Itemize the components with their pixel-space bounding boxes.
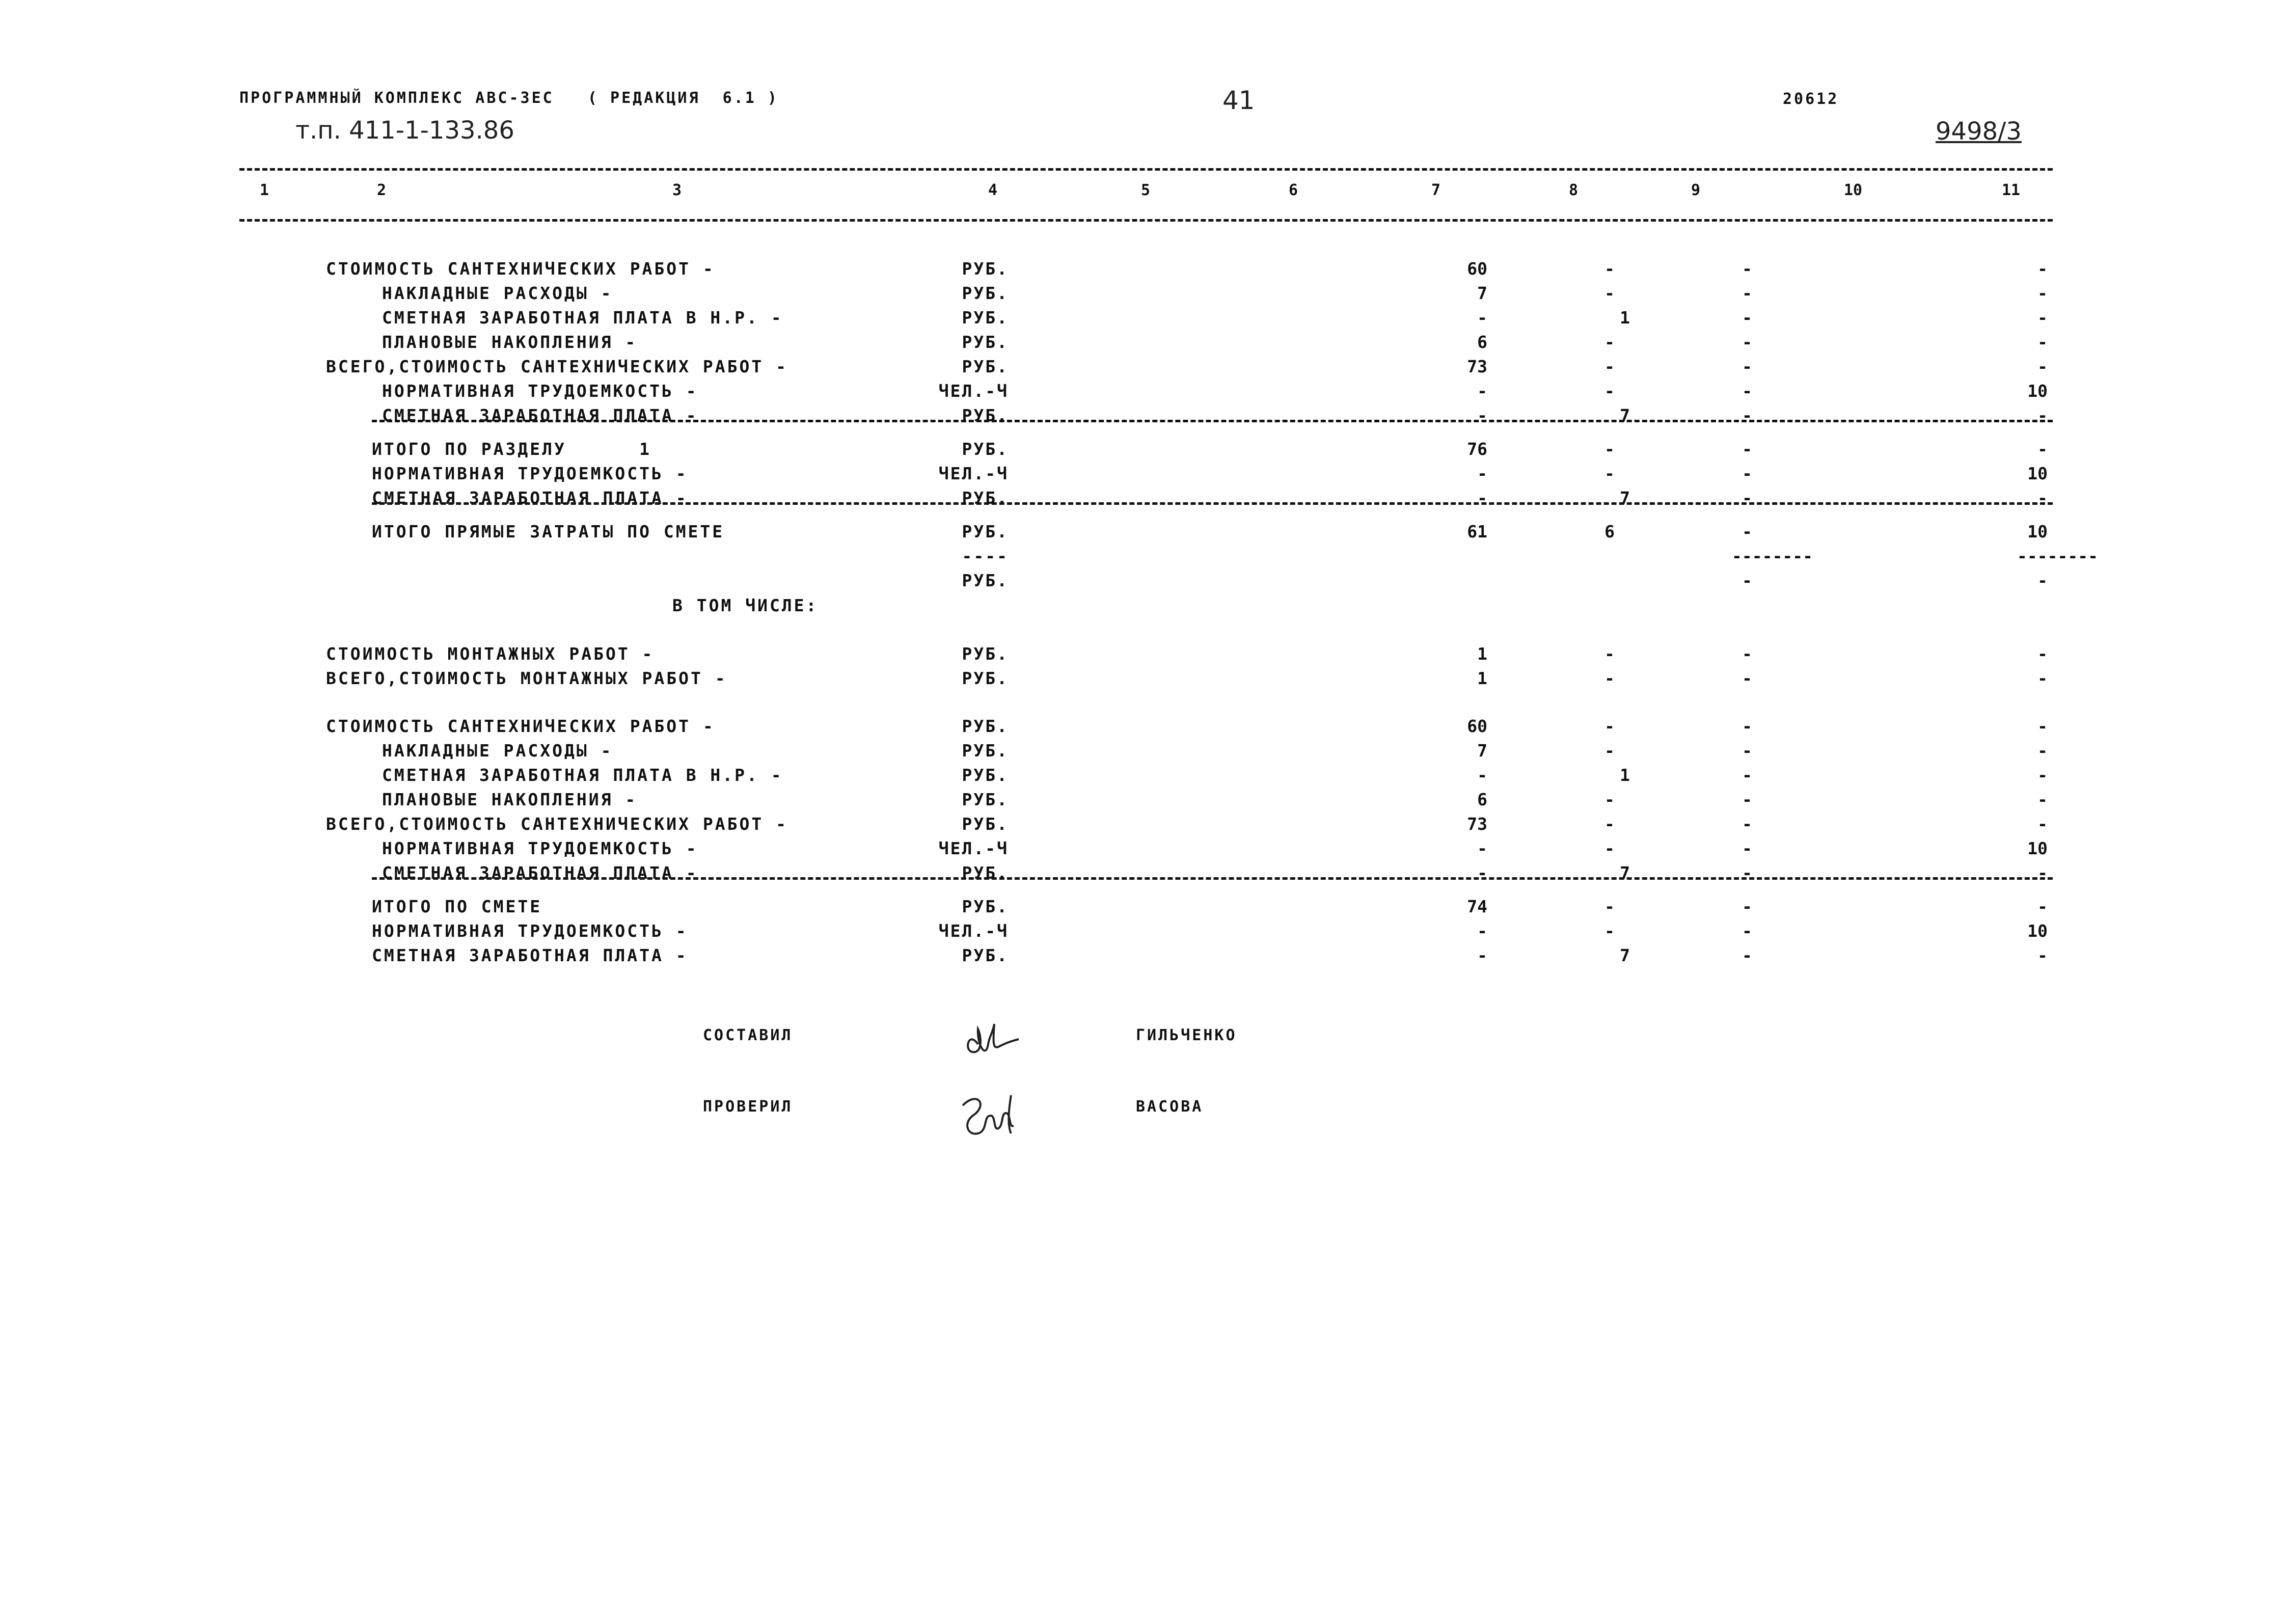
cell-c10: - — [1742, 668, 1752, 688]
cell-c10: - — [1742, 308, 1752, 328]
cell-c7: - — [1477, 838, 1487, 858]
row-unit: РУБ. — [962, 814, 1009, 834]
row-unit: ЧЕЛ.-Ч — [938, 921, 1009, 941]
cell-c7: 60 — [1467, 259, 1487, 279]
cell-c10: - — [1742, 644, 1752, 664]
cell-c7: - — [1477, 945, 1487, 965]
column-number-5: 5 — [1141, 181, 1151, 199]
cell-c10: - — [1742, 814, 1752, 834]
row-label: ПЛАНОВЫЕ НАКОПЛЕНИЯ - — [382, 332, 638, 352]
table-row — [0, 439, 2286, 461]
column-number-7: 7 — [1431, 181, 1441, 199]
project-number: т.п. 411-1-133.86 — [295, 116, 514, 145]
row-unit: РУБ. — [962, 716, 1009, 736]
row-unit: РУБ. — [962, 259, 1009, 279]
cell-c10: - — [1742, 765, 1752, 785]
cell-c11: - — [2037, 357, 2048, 376]
section-rule — [372, 877, 2053, 880]
cell-c7: 74 — [1467, 897, 1487, 916]
cell-c9: 1 — [1620, 765, 1630, 785]
checked-by-label: ПРОВЕРИЛ — [703, 1098, 793, 1116]
row-unit: РУБ. — [962, 488, 1009, 508]
column-number-2: 2 — [377, 181, 387, 199]
cell-c8: - — [1604, 644, 1615, 664]
row-label: СМЕТНАЯ ЗАРАБОТНАЯ ПЛАТА - — [382, 863, 698, 883]
cell-c8: - — [1604, 332, 1615, 352]
table-row — [0, 716, 2286, 738]
row-label: ИТОГО ПО РАЗДЕЛУ 1 — [372, 439, 651, 459]
compiled-signature — [958, 1014, 1039, 1070]
cell-c8: - — [1604, 838, 1615, 858]
cell-c10: -------- — [1732, 546, 1813, 566]
cell-c8: - — [1604, 814, 1615, 834]
cell-c7: 73 — [1467, 357, 1487, 376]
cell-c7: 7 — [1477, 283, 1487, 303]
compiled-by-label: СОСТАВИЛ — [703, 1026, 793, 1044]
row-label: НОРМАТИВНАЯ ТРУДОЕМКОСТЬ - — [372, 464, 688, 483]
page-number: 41 — [1222, 86, 1255, 115]
row-unit: РУБ. — [962, 571, 1009, 590]
cell-c11: - — [2037, 405, 2048, 425]
cell-c10: - — [1742, 945, 1752, 965]
cell-c8: - — [1604, 790, 1615, 809]
cell-c10: - — [1742, 716, 1752, 736]
cell-c11: - — [2037, 814, 2048, 834]
cell-c11: - — [2037, 741, 2048, 761]
row-label: СМЕТНАЯ ЗАРАБОТНАЯ ПЛАТА - — [372, 945, 688, 965]
document-number: 9498/3 — [1936, 117, 2022, 146]
table-row — [0, 259, 2286, 280]
table-row — [0, 790, 2286, 811]
row-unit: РУБ. — [962, 644, 1009, 664]
cell-c10: - — [1742, 897, 1752, 916]
column-number-11: 11 — [2002, 181, 2021, 199]
cell-c8: - — [1604, 464, 1615, 483]
column-number-8: 8 — [1569, 181, 1579, 199]
cell-c10: - — [1742, 259, 1752, 279]
cell-c7: - — [1477, 381, 1487, 401]
cell-c7: 7 — [1477, 741, 1487, 761]
table-row — [0, 945, 2286, 967]
column-number-4: 4 — [988, 181, 998, 199]
cell-c11: - — [2037, 716, 2048, 736]
row-label: ВСЕГО,СТОИМОСТЬ САНТЕХНИЧЕСКИХ РАБОТ - — [326, 814, 788, 834]
cell-c9: 7 — [1620, 405, 1630, 425]
cell-c11: - — [2037, 765, 2048, 785]
row-label: ИТОГО ПО СМЕТЕ — [372, 897, 542, 916]
cell-c8: - — [1604, 897, 1615, 916]
row-label: ПЛАНОВЫЕ НАКОПЛЕНИЯ - — [382, 790, 638, 809]
row-unit: ЧЕЛ.-Ч — [938, 838, 1009, 858]
cell-c9: 1 — [1620, 308, 1630, 328]
cell-c7: 60 — [1467, 716, 1487, 736]
table-row — [0, 741, 2286, 762]
cell-c10: - — [1742, 790, 1752, 809]
column-number-6: 6 — [1289, 181, 1298, 199]
row-unit: РУБ. — [962, 945, 1009, 965]
cell-c8: - — [1604, 381, 1615, 401]
cell-c7: - — [1477, 921, 1487, 941]
cell-c11: - — [2037, 332, 2048, 352]
cell-c10: - — [1742, 332, 1752, 352]
cell-c11: 10 — [2027, 522, 2048, 542]
compiled-by-name: ГИЛЬЧЕНКО — [1136, 1026, 1237, 1044]
cell-c10: - — [1742, 921, 1752, 941]
table-row — [0, 668, 2286, 690]
cell-c10: - — [1742, 863, 1752, 883]
row-unit: РУБ. — [962, 765, 1009, 785]
table-row — [0, 571, 2286, 592]
cell-c10: - — [1742, 522, 1752, 542]
header-rule-top — [239, 168, 2053, 171]
cell-c10: - — [1742, 571, 1752, 590]
cell-c7: 1 — [1477, 668, 1487, 688]
cell-c7: - — [1477, 464, 1487, 483]
cell-c11: -------- — [2017, 546, 2098, 566]
cell-c10: - — [1742, 357, 1752, 376]
cell-c11: 10 — [2027, 381, 2048, 401]
row-label: СМЕТНАЯ ЗАРАБОТНАЯ ПЛАТА В Н.Р. - — [382, 765, 783, 785]
column-number-3: 3 — [672, 181, 682, 199]
row-unit: РУБ. — [962, 332, 1009, 352]
table-row — [0, 381, 2286, 402]
cell-c10: - — [1742, 283, 1752, 303]
cell-c7: 73 — [1467, 814, 1487, 834]
row-unit: ЧЕЛ.-Ч — [938, 381, 1009, 401]
cell-c10: - — [1742, 439, 1752, 459]
row-unit: РУБ. — [962, 863, 1009, 883]
cell-c8: - — [1604, 283, 1615, 303]
table-row — [0, 464, 2286, 485]
cell-c11: - — [2037, 790, 2048, 809]
table-row — [0, 897, 2286, 918]
cell-c8: - — [1604, 357, 1615, 376]
column-number-1: 1 — [260, 181, 269, 199]
cell-c7: - — [1477, 765, 1487, 785]
table-row — [0, 308, 2286, 329]
cell-c9: 7 — [1620, 863, 1630, 883]
cell-c11: - — [2037, 668, 2048, 688]
cell-c7: 6 — [1477, 790, 1487, 809]
cell-c8: - — [1604, 921, 1615, 941]
checked-signature — [947, 1085, 1034, 1151]
cell-c11: - — [2037, 439, 2048, 459]
cell-c10: - — [1742, 488, 1752, 508]
cell-c7: - — [1477, 488, 1487, 508]
cell-c11: - — [2037, 283, 2048, 303]
table-row — [0, 644, 2286, 665]
row-unit: ЧЕЛ.-Ч — [938, 464, 1009, 483]
cell-c7: 61 — [1467, 522, 1487, 542]
cell-c7: 6 — [1477, 332, 1487, 352]
row-unit: РУБ. — [962, 439, 1009, 459]
cell-c7: - — [1477, 863, 1487, 883]
cell-c11: - — [2037, 488, 2048, 508]
cell-c8: - — [1604, 439, 1615, 459]
row-label: ИТОГО ПРЯМЫЕ ЗАТРАТЫ ПО СМЕТЕ — [372, 522, 725, 542]
row-label: СМЕТНАЯ ЗАРАБОТНАЯ ПЛАТА В Н.Р. - — [382, 308, 783, 328]
row-unit: ---- — [962, 546, 1009, 566]
cell-c9: 7 — [1620, 488, 1630, 508]
table-row — [0, 765, 2286, 787]
row-label: ВСЕГО,СТОИМОСТЬ САНТЕХНИЧЕСКИХ РАБОТ - — [326, 357, 788, 376]
cell-c7: 1 — [1477, 644, 1487, 664]
subtitle-in-total: В ТОМ ЧИСЛЕ: — [672, 596, 819, 615]
table-row — [0, 814, 2286, 835]
cell-c10: - — [1742, 405, 1752, 425]
table-row — [0, 838, 2286, 860]
row-unit: РУБ. — [962, 741, 1009, 761]
header-rule-bottom — [239, 219, 2053, 222]
column-number-9: 9 — [1691, 181, 1701, 199]
row-unit: РУБ. — [962, 897, 1009, 916]
table-row — [0, 921, 2286, 942]
cell-c10: - — [1742, 741, 1752, 761]
row-label: НОРМАТИВНАЯ ТРУДОЕМКОСТЬ - — [372, 921, 688, 941]
row-unit: РУБ. — [962, 308, 1009, 328]
row-label: СТОИМОСТЬ САНТЕХНИЧЕСКИХ РАБОТ - — [326, 259, 715, 279]
table-row — [0, 405, 2286, 427]
cell-c11: 10 — [2027, 838, 2048, 858]
row-unit: РУБ. — [962, 405, 1009, 425]
cell-c9: 7 — [1620, 945, 1630, 965]
section-rule — [372, 502, 2053, 505]
row-label: НОРМАТИВНАЯ ТРУДОЕМКОСТЬ - — [382, 838, 698, 858]
cell-c8: 6 — [1604, 522, 1615, 542]
cell-c10: - — [1742, 381, 1752, 401]
checked-by-name: ВАСОВА — [1136, 1098, 1204, 1116]
row-label: НАКЛАДНЫЕ РАСХОДЫ - — [382, 283, 613, 303]
row-label: СМЕТНАЯ ЗАРАБОТНАЯ ПЛАТА - — [382, 405, 698, 425]
cell-c11: 10 — [2027, 464, 2048, 483]
row-label: НАКЛАДНЫЕ РАСХОДЫ - — [382, 741, 613, 761]
table-row — [0, 863, 2286, 884]
cell-c10: - — [1742, 464, 1752, 483]
row-label: СТОИМОСТЬ САНТЕХНИЧЕСКИХ РАБОТ - — [326, 716, 715, 736]
row-label: СТОИМОСТЬ МОНТАЖНЫХ РАБОТ - — [326, 644, 655, 664]
table-row — [0, 546, 2286, 567]
cell-c8: - — [1604, 741, 1615, 761]
section-rule — [372, 420, 2053, 422]
cell-c11: - — [2037, 571, 2048, 590]
row-unit: РУБ. — [962, 357, 1009, 376]
column-number-10: 10 — [1844, 181, 1863, 199]
program-title: ПРОГРАММНЫЙ КОМПЛЕКС АВС-ЗЕС ( РЕДАКЦИЯ 6.1 ) — [239, 89, 779, 107]
cell-c11: - — [2037, 259, 2048, 279]
row-unit: РУБ. — [962, 668, 1009, 688]
cell-c11: - — [2037, 863, 2048, 883]
cell-c10: - — [1742, 838, 1752, 858]
cell-c8: - — [1604, 668, 1615, 688]
cell-c11: - — [2037, 945, 2048, 965]
cell-c11: - — [2037, 644, 2048, 664]
cell-c11: 10 — [2027, 921, 2048, 941]
table-row — [0, 332, 2286, 354]
cell-c8: - — [1604, 259, 1615, 279]
row-label: НОРМАТИВНАЯ ТРУДОЕМКОСТЬ - — [382, 381, 698, 401]
table-row — [0, 283, 2286, 305]
row-label: ВСЕГО,СТОИМОСТЬ МОНТАЖНЫХ РАБОТ - — [326, 668, 727, 688]
cell-c11: - — [2037, 308, 2048, 328]
cell-c7: 76 — [1467, 439, 1487, 459]
row-unit: РУБ. — [962, 283, 1009, 303]
table-row — [0, 357, 2286, 378]
document-code: 20612 — [1783, 90, 1839, 108]
cell-c7: - — [1477, 405, 1487, 425]
row-unit: РУБ. — [962, 790, 1009, 809]
cell-c8: - — [1604, 716, 1615, 736]
row-label: СМЕТНАЯ ЗАРАБОТНАЯ ПЛАТА - — [372, 488, 688, 508]
row-unit: РУБ. — [962, 522, 1009, 542]
cell-c7: - — [1477, 308, 1487, 328]
cell-c11: - — [2037, 897, 2048, 916]
table-row — [0, 488, 2286, 509]
table-row — [0, 522, 2286, 543]
